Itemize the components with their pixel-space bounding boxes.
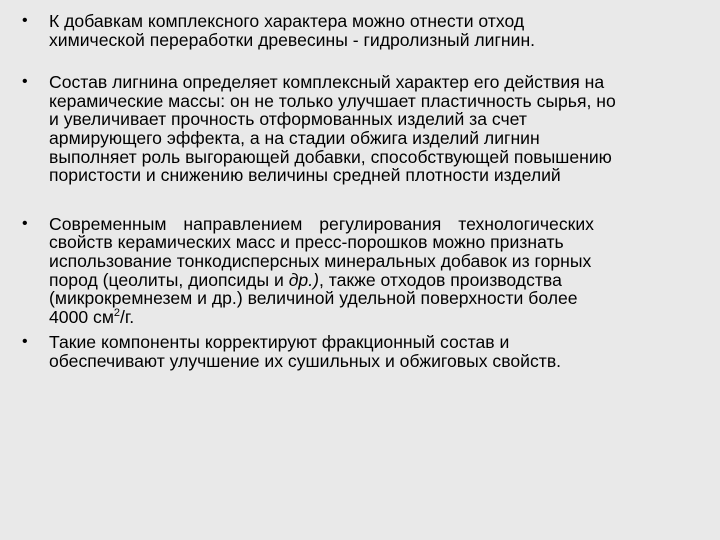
text-line: использование тонкодисперсных минеральных добавок из горных [49,250,592,271]
text-line: Состав лигнина определяет комплексный характер его действия на [49,72,605,93]
text-line: обеспечивают улучшение их сушильных и обжиговых свойств. [49,350,562,371]
bullet-dot: • [22,214,28,232]
text-line: выполняет роль выгорающей добавки, способствующей повышению [49,146,612,167]
text-fragment: пород (цеолиты, диопсиды и [49,269,289,290]
text-line [49,271,702,290]
text-line [49,308,702,327]
text-line: К добавкам комплексного характера можно отнести отход [49,11,525,31]
text-line: (микрокремнезем и др.) величиной удельной поверхности более [49,288,578,309]
bullet-item-2 [22,73,702,185]
superscript: 2 [113,306,121,319]
text-line: пористости и снижению величины средней плотности изделий [49,165,561,186]
text-fragment: 4000 см [49,306,114,327]
bullet-item-4 [22,333,702,370]
text-line: химической переработки древесины - гидролизный лигнин. [49,29,536,50]
text-line: и увеличивает прочность отформованных изделий за счет [49,109,527,130]
text-line: Такие компоненты корректируют фракционный состав и [49,332,510,353]
text-fragment: , также отходов производства [318,269,562,290]
bullet-dot: • [22,73,28,91]
text-line: армирующего эффекта, а на стадии обжига изделий лигнин [49,127,540,148]
text-line: свойств керамических масс и пресс-порошков можно признать [49,232,564,253]
text-fragment: /г. [120,306,135,327]
text-fragment-italic: др.) [288,269,319,290]
bullet-dot: • [22,12,28,29]
bullet-dot: • [22,333,28,351]
bullet-item-1 [22,12,702,49]
text-line: Современным направлением регулирования технологических [49,213,594,234]
bullet-item-3 [22,215,702,327]
bullet-list [22,12,702,371]
text-line: керамические массы: он не только улучшает пластичность сырья, но [49,90,616,111]
